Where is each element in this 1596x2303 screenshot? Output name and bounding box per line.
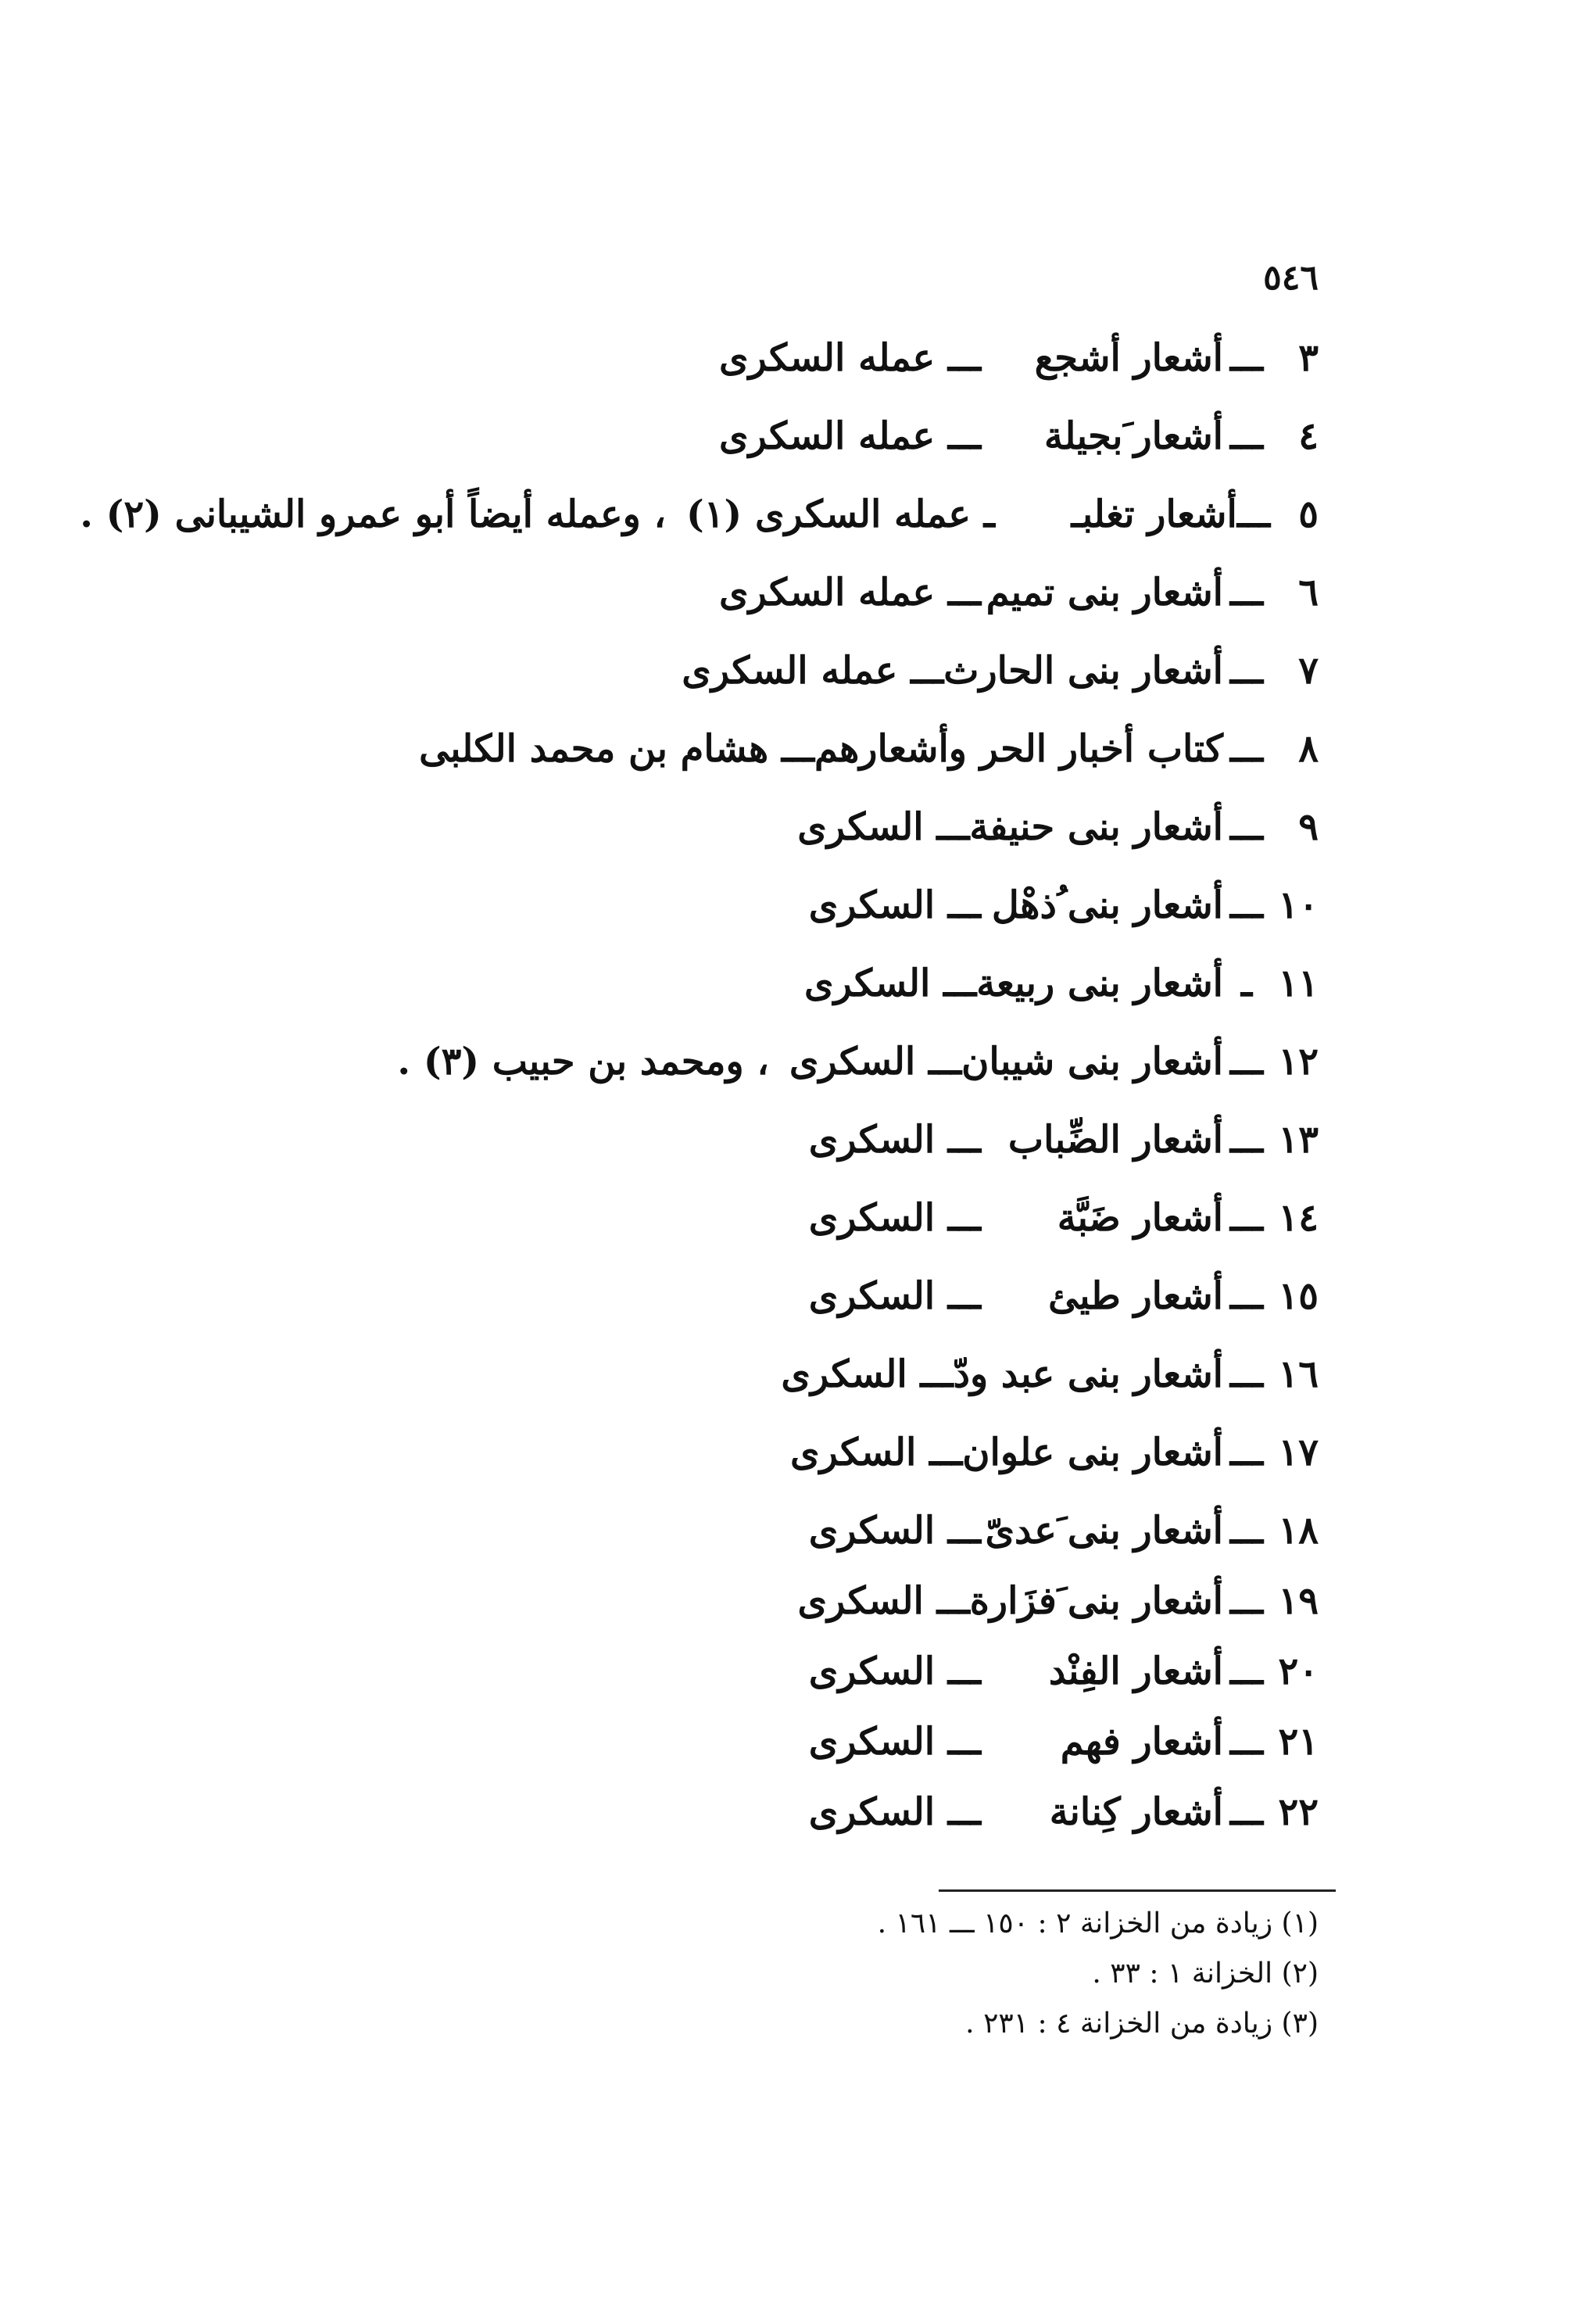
list-item — [146, 1790, 1319, 1861]
entry-number: ٧ — [1298, 649, 1319, 693]
entry-author: ـــ السكرى — [808, 1649, 981, 1693]
entry-dash: ـــ — [1229, 571, 1264, 614]
page-number: ٥٤٦ — [1263, 258, 1319, 298]
list-item — [146, 1579, 1319, 1649]
list-item — [146, 571, 1319, 649]
entry-title: أشعار طيئ — [1048, 1274, 1223, 1318]
footnote: (١) زيادة من الخزانة ٢ : ١٥٠ ـــ ١٦١ . — [877, 1907, 1319, 1939]
entry-author: ـــ السكرى — [808, 1196, 981, 1240]
entry-dash: ـ — [1240, 962, 1253, 1005]
entry-number: ١٤ — [1278, 1196, 1319, 1240]
list-item — [146, 1431, 1319, 1509]
entry-extra: ، ومحمد بن حبيب (٣) . — [397, 1040, 769, 1083]
entry-number: ١٣ — [1278, 1118, 1319, 1162]
entry-author: ـــ السكرى — [797, 1579, 970, 1623]
entry-number: ٨ — [1298, 727, 1319, 771]
list-item — [146, 1196, 1319, 1274]
list-item — [146, 336, 1319, 414]
entry-title: أشعار أشجع — [1034, 336, 1223, 380]
entry-number: ١٨ — [1278, 1509, 1319, 1553]
entry-dash: ـــ — [1229, 1790, 1264, 1834]
entry-title: أشعار بنى َفزَارة — [969, 1579, 1223, 1623]
entry-extra: ، وعمله أيضاً أبو عمرو الشيبانى (٢) . — [80, 492, 667, 536]
entry-dash: ـــ — [1229, 1040, 1264, 1083]
list-item — [80, 492, 1319, 571]
list-item — [146, 1118, 1319, 1196]
entry-number: ٤ — [1298, 414, 1319, 458]
list-item — [146, 1352, 1319, 1431]
entry-number: ١٦ — [1278, 1352, 1319, 1396]
entry-dash: ـــ — [1229, 727, 1264, 771]
entry-dash: ـــ — [1229, 1352, 1264, 1396]
list-item — [146, 1509, 1319, 1579]
entry-dash: ـــ — [1229, 1509, 1264, 1553]
entry-dash: ـــ — [1229, 1274, 1264, 1318]
entry-dash: ـــ — [1229, 1431, 1264, 1474]
list-item — [146, 727, 1319, 805]
list-item — [146, 649, 1319, 727]
footnote: (٢) الخزانة ١ : ٣٣ . — [1092, 1957, 1319, 1990]
entry-title: أشعار الفِنْد — [1048, 1649, 1223, 1693]
entry-dash: ـــ — [1229, 414, 1264, 458]
list-item — [146, 1649, 1319, 1720]
entry-author: ـ عمله السكرى (١) — [686, 492, 995, 536]
entry-author: ـــ السكرى — [808, 883, 981, 927]
entry-title: أشعار ضَبَّة — [1057, 1196, 1223, 1240]
entry-title: أشعار بنى شيبان — [961, 1040, 1223, 1083]
entry-author: ـــ عمله السكرى — [719, 414, 981, 458]
entry-number: ١٥ — [1278, 1274, 1319, 1318]
entry-number: ٦ — [1298, 571, 1319, 614]
entry-dash: ـــ — [1229, 336, 1264, 380]
list-item — [146, 805, 1319, 883]
entry-author: ـــ السكرى — [804, 962, 977, 1005]
entry-title: أشعار بنى حنيفة — [969, 805, 1223, 849]
entry-number: ١٢ — [1278, 1040, 1319, 1083]
entry-number: ٣ — [1298, 336, 1319, 380]
footnote: (٣) زيادة من الخزانة ٤ : ٢٣١ . — [965, 2008, 1319, 2040]
entry-title: أشعار بنى تميم — [986, 571, 1223, 614]
entry-title: كتاب أخبار الحر وأشعارهم — [814, 727, 1223, 771]
entry-number: ١٠ — [1278, 883, 1319, 927]
entry-number: ١٩ — [1278, 1579, 1319, 1623]
entry-dash: ـــ — [1229, 1118, 1264, 1162]
entry-number: ١١ — [1278, 962, 1319, 1005]
footnote-divider — [939, 1889, 1336, 1892]
entry-dash: ـــ — [1236, 492, 1270, 536]
entry-author: ـــ عمله السكرى — [719, 571, 981, 614]
entry-author: ـــ عمله السكرى — [719, 336, 981, 380]
entry-dash: ـــ — [1229, 1196, 1264, 1240]
entry-number: ٢١ — [1278, 1720, 1319, 1764]
entry-author: ـــ السكرى — [808, 1720, 981, 1764]
entry-author: ـــ السكرى — [790, 1431, 963, 1474]
entry-number: ١٧ — [1278, 1431, 1319, 1474]
entry-author: ـــ السكرى — [797, 805, 970, 849]
footnotes — [537, 1907, 1319, 2058]
entry-author: ـــ السكرى — [808, 1274, 981, 1318]
list-item — [146, 1720, 1319, 1790]
entry-title: أشعار بنى علوان — [962, 1431, 1223, 1474]
entry-title: أشعار كِنانة — [1049, 1790, 1223, 1834]
entry-author: ـــ عمله السكرى — [682, 649, 944, 693]
entry-dash: ـــ — [1229, 1649, 1264, 1693]
list-item — [146, 414, 1319, 492]
entry-author: ـــ السكرى — [789, 1040, 962, 1083]
entry-title: أشعار َبجيلة — [1043, 414, 1223, 458]
entry-title: أشعار بنى عبد ودّ — [953, 1352, 1223, 1396]
entry-number: ٩ — [1298, 805, 1319, 849]
entry-author: ـــ هشام بن محمد الكلبى — [419, 727, 815, 771]
entry-dash: ـــ — [1229, 805, 1264, 849]
entry-number: ٢٢ — [1278, 1790, 1319, 1834]
entry-dash: ـــ — [1229, 649, 1264, 693]
entry-list — [80, 336, 1319, 1861]
entry-dash: ـــ — [1229, 883, 1264, 927]
entry-number: ٥ — [1298, 492, 1319, 536]
entry-author: ـــ السكرى — [808, 1509, 981, 1553]
entry-dash: ـــ — [1229, 1720, 1264, 1764]
entry-title: أشعار الضِّباب — [1007, 1118, 1223, 1162]
entry-author: ـــ السكرى — [808, 1118, 981, 1162]
list-item — [146, 1274, 1319, 1352]
list-item — [146, 962, 1319, 1040]
entry-title: أشعار بنى الحارث — [943, 649, 1223, 693]
entry-title: أشعار فهم — [1060, 1720, 1223, 1764]
entry-number: ٢٠ — [1278, 1649, 1319, 1693]
entry-dash: ـــ — [1229, 1579, 1264, 1623]
entry-author: ـــ السكرى — [781, 1352, 954, 1396]
entry-author: ـــ السكرى — [808, 1790, 981, 1834]
list-item — [146, 1040, 1319, 1118]
entry-title: أشعار بنى ُذهْل — [991, 883, 1223, 927]
entry-title: أشعار تغلبـ — [1071, 492, 1237, 536]
entry-title: أشعار بنى ربيعة — [976, 962, 1223, 1005]
list-item — [146, 883, 1319, 962]
entry-title: أشعار بنى َعدىّ — [985, 1509, 1223, 1553]
